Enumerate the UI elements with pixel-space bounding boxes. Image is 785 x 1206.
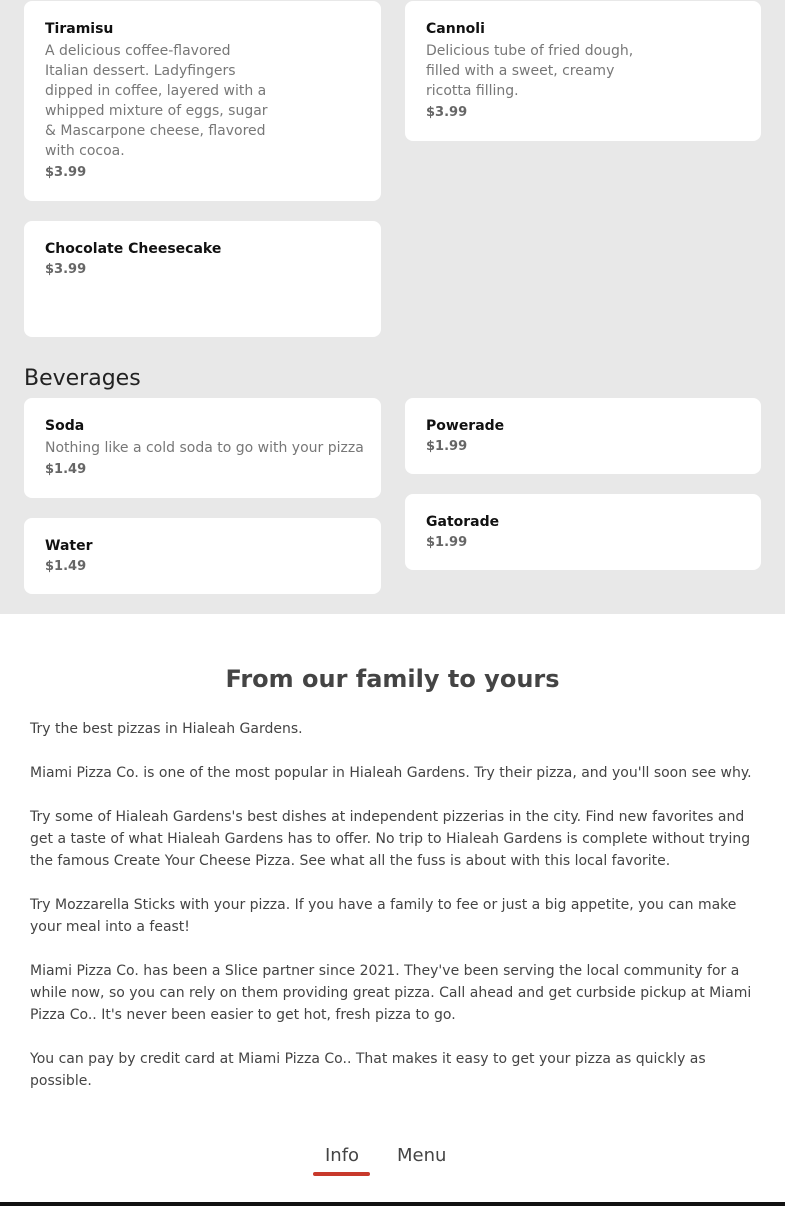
item-price: $1.49 bbox=[45, 462, 87, 477]
menu-item-tiramisu[interactable] bbox=[24, 1, 381, 201]
active-tab-indicator bbox=[313, 1172, 370, 1176]
page-tabs bbox=[0, 1142, 785, 1182]
item-price: $1.49 bbox=[45, 559, 87, 574]
menu-item-water[interactable] bbox=[24, 518, 381, 594]
menu-item-cannoli[interactable] bbox=[405, 1, 761, 141]
item-description: Nothing like a cold soda to go with your pizza bbox=[45, 440, 364, 456]
bottom-bar bbox=[0, 1202, 785, 1206]
item-name: Powerade bbox=[426, 418, 505, 434]
tab-info[interactable]: Info bbox=[325, 1145, 360, 1166]
about-paragraph: Try Mozzarella Sticks with your pizza. If you have a family to fee or just a big appetite, you can make your meal into a feast! bbox=[30, 897, 737, 935]
about-section bbox=[0, 614, 785, 1206]
about-paragraph: Miami Pizza Co. has been a Slice partner since 2021. They've been serving the local community for a while now, so you can rely on them providing great pizza. Call ahead and get curbside pickup at Miami Pizza Co.. It's never been easier to get hot, fresh pizza to go. bbox=[30, 963, 752, 1023]
item-name: Tiramisu bbox=[45, 21, 114, 37]
menu-item-chocolate-cheesecake[interactable] bbox=[24, 221, 381, 337]
item-price: $3.99 bbox=[45, 262, 87, 277]
menu-item-powerade[interactable] bbox=[405, 398, 761, 474]
about-paragraph: Try some of Hialeah Gardens's best dishes at independent pizzerias in the city. Find new favorites and get a taste of what Hialeah Gardens has to offer. No trip to Hialeah Gardens is complete without trying the famous Create Your Cheese Pizza. See what all the fuss is about with this local favorite. bbox=[30, 809, 751, 869]
about-heading: From our family to yours bbox=[225, 665, 560, 693]
about-paragraph: Miami Pizza Co. is one of the most popular in Hialeah Gardens. Try their pizza, and you'll soon see why. bbox=[30, 765, 752, 781]
item-price: $1.99 bbox=[426, 439, 468, 454]
item-name: Chocolate Cheesecake bbox=[45, 241, 222, 257]
menu-item-gatorade[interactable] bbox=[405, 494, 761, 570]
about-paragraph: Try the best pizzas in Hialeah Gardens. bbox=[30, 721, 303, 737]
item-price: $1.99 bbox=[426, 535, 468, 550]
item-name: Soda bbox=[45, 418, 85, 434]
item-name: Cannoli bbox=[426, 21, 485, 37]
item-name: Gatorade bbox=[426, 514, 500, 530]
item-price: $3.99 bbox=[45, 165, 87, 180]
item-description: Delicious tube of fried dough, filled with a sweet, creamy ricotta filling. bbox=[426, 43, 634, 99]
about-paragraph: You can pay by credit card at Miami Pizza Co.. That makes it easy to get your pizza as quickly as possible. bbox=[30, 1051, 706, 1089]
item-price: $3.99 bbox=[426, 105, 468, 120]
menu-item-soda[interactable] bbox=[24, 398, 381, 498]
item-description: A delicious coffee-flavored Italian dessert. Ladyfingers dipped in coffee, layered with a whipped mixture of eggs, sugar & Mascarpone cheese, flavored with cocoa. bbox=[45, 43, 268, 159]
item-name: Water bbox=[45, 538, 93, 554]
tab-menu[interactable]: Menu bbox=[397, 1145, 447, 1166]
section-title-beverages: Beverages bbox=[24, 366, 141, 391]
